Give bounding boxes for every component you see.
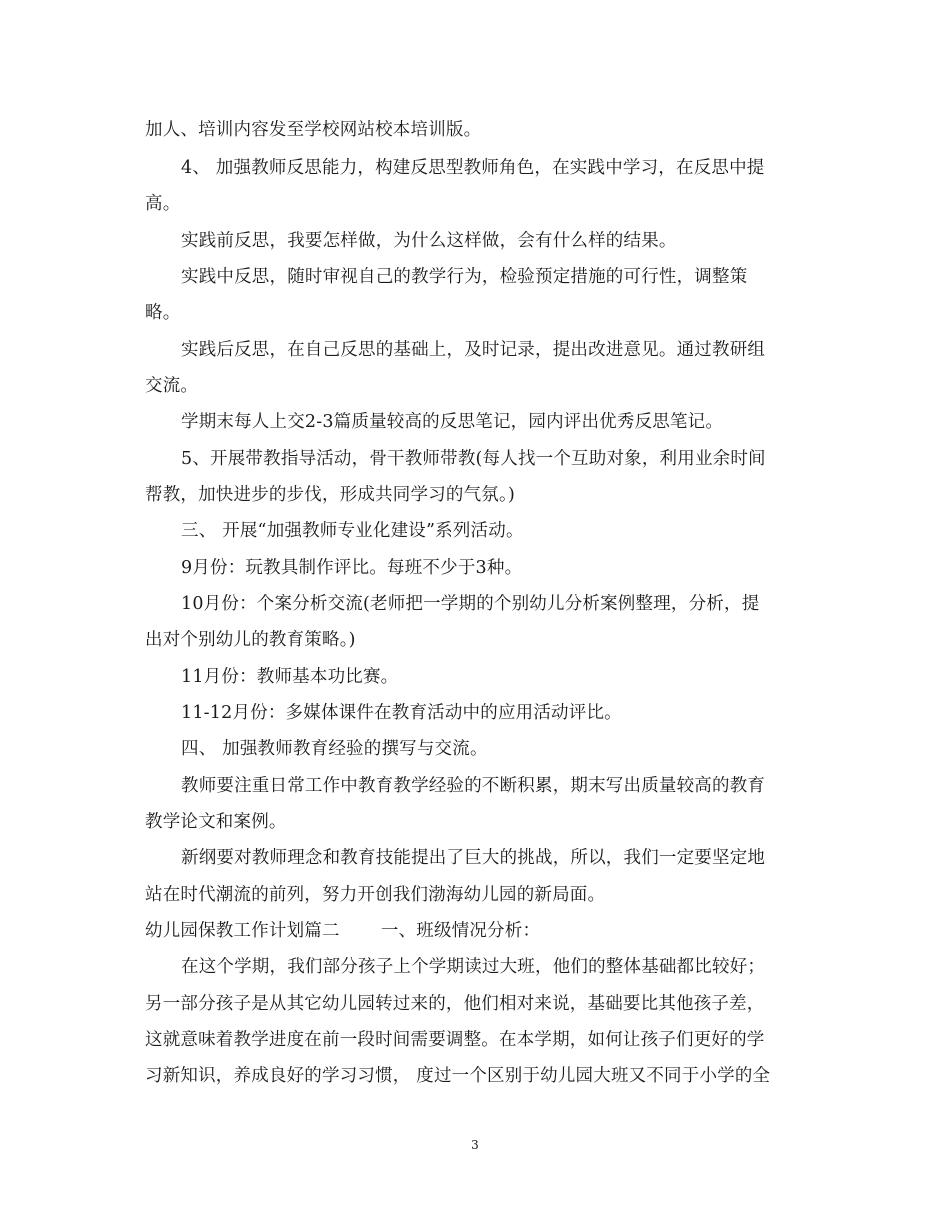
text-line: 教学论文和案例。	[145, 812, 287, 832]
text-line: 站在时代潮流的前列，努力开创我们渤海幼儿园的新局面。	[145, 885, 606, 905]
text-line: 实践后反思，在自己反思的基础上，及时记录，提出改进意见。通过教研组	[181, 340, 766, 360]
text-line: 出对个别幼儿的教育策略。)	[145, 630, 356, 650]
text-line: 略。	[145, 303, 181, 323]
text-line: 帮教，加快进步的步伐，形成共同学习的气氛。)	[145, 485, 515, 505]
text-line: 这就意味着教学进度在前一段时间需要调整。在本学期，如何让孩子们更好的学	[145, 1030, 765, 1050]
page-number: 3	[471, 1138, 479, 1152]
text-line: 新纲要对教师理念和教育技能提出了巨大的挑战，所以，我们一定要坚定地	[181, 848, 766, 868]
text-line: 4、 加强教师反思能力，构建反思型教师角色，在实践中学习，在反思中提	[181, 158, 765, 178]
text-line: 习新知识，养成良好的学习习惯， 度过一个区别于幼儿园大班又不同于小学的全	[145, 1066, 771, 1086]
section-heading: 幼儿园保教工作计划篇二 一、班级情况分析：	[145, 921, 541, 941]
text-line: 教师要注重日常工作中教育教学经验的不断积累，期末写出质量较高的教育	[181, 776, 766, 796]
text-line: 学期末每人上交2-3篇质量较高的反思笔记，园内评出优秀反思笔记。	[181, 412, 724, 432]
text-line: 另一部分孩子是从其它幼儿园转过来的，他们相对来说，基础要比其他孩子差，	[145, 994, 765, 1014]
text-line: 实践前反思，我要怎样做，为什么这样做，会有什么样的结果。	[181, 231, 677, 251]
text-line: 三、 开展“加强教师专业化建设”系列活动。	[181, 521, 524, 541]
text-line: 交流。	[145, 376, 199, 396]
text-line: 11月份：教师基本功比赛。	[181, 667, 399, 687]
text-line: 9月份：玩教具制作评比。每班不少于3种。	[181, 558, 523, 578]
text-line: 高。	[145, 194, 181, 214]
text-line: 加人、培训内容发至学校网站校本培训版。	[145, 120, 482, 140]
text-line: 四、 加强教师教育经验的撰写与交流。	[181, 739, 488, 759]
text-line: 实践中反思，随时审视自己的教学行为，检验预定措施的可行性，调整策	[181, 267, 748, 287]
text-line: 在这个学期，我们部分孩子上个学期读过大班，他们的整体基础都比较好；	[181, 957, 766, 977]
text-line: 11-12月份：多媒体课件在教育活动中的应用活动评比。	[181, 703, 622, 723]
text-line: 5、开展带教指导活动，骨干教师带教(每人找一个互助对象，利用业余时间	[181, 449, 766, 469]
text-line: 10月份：个案分析交流(老师把一学期的个别幼儿分析案例整理，分析，提	[181, 594, 760, 614]
